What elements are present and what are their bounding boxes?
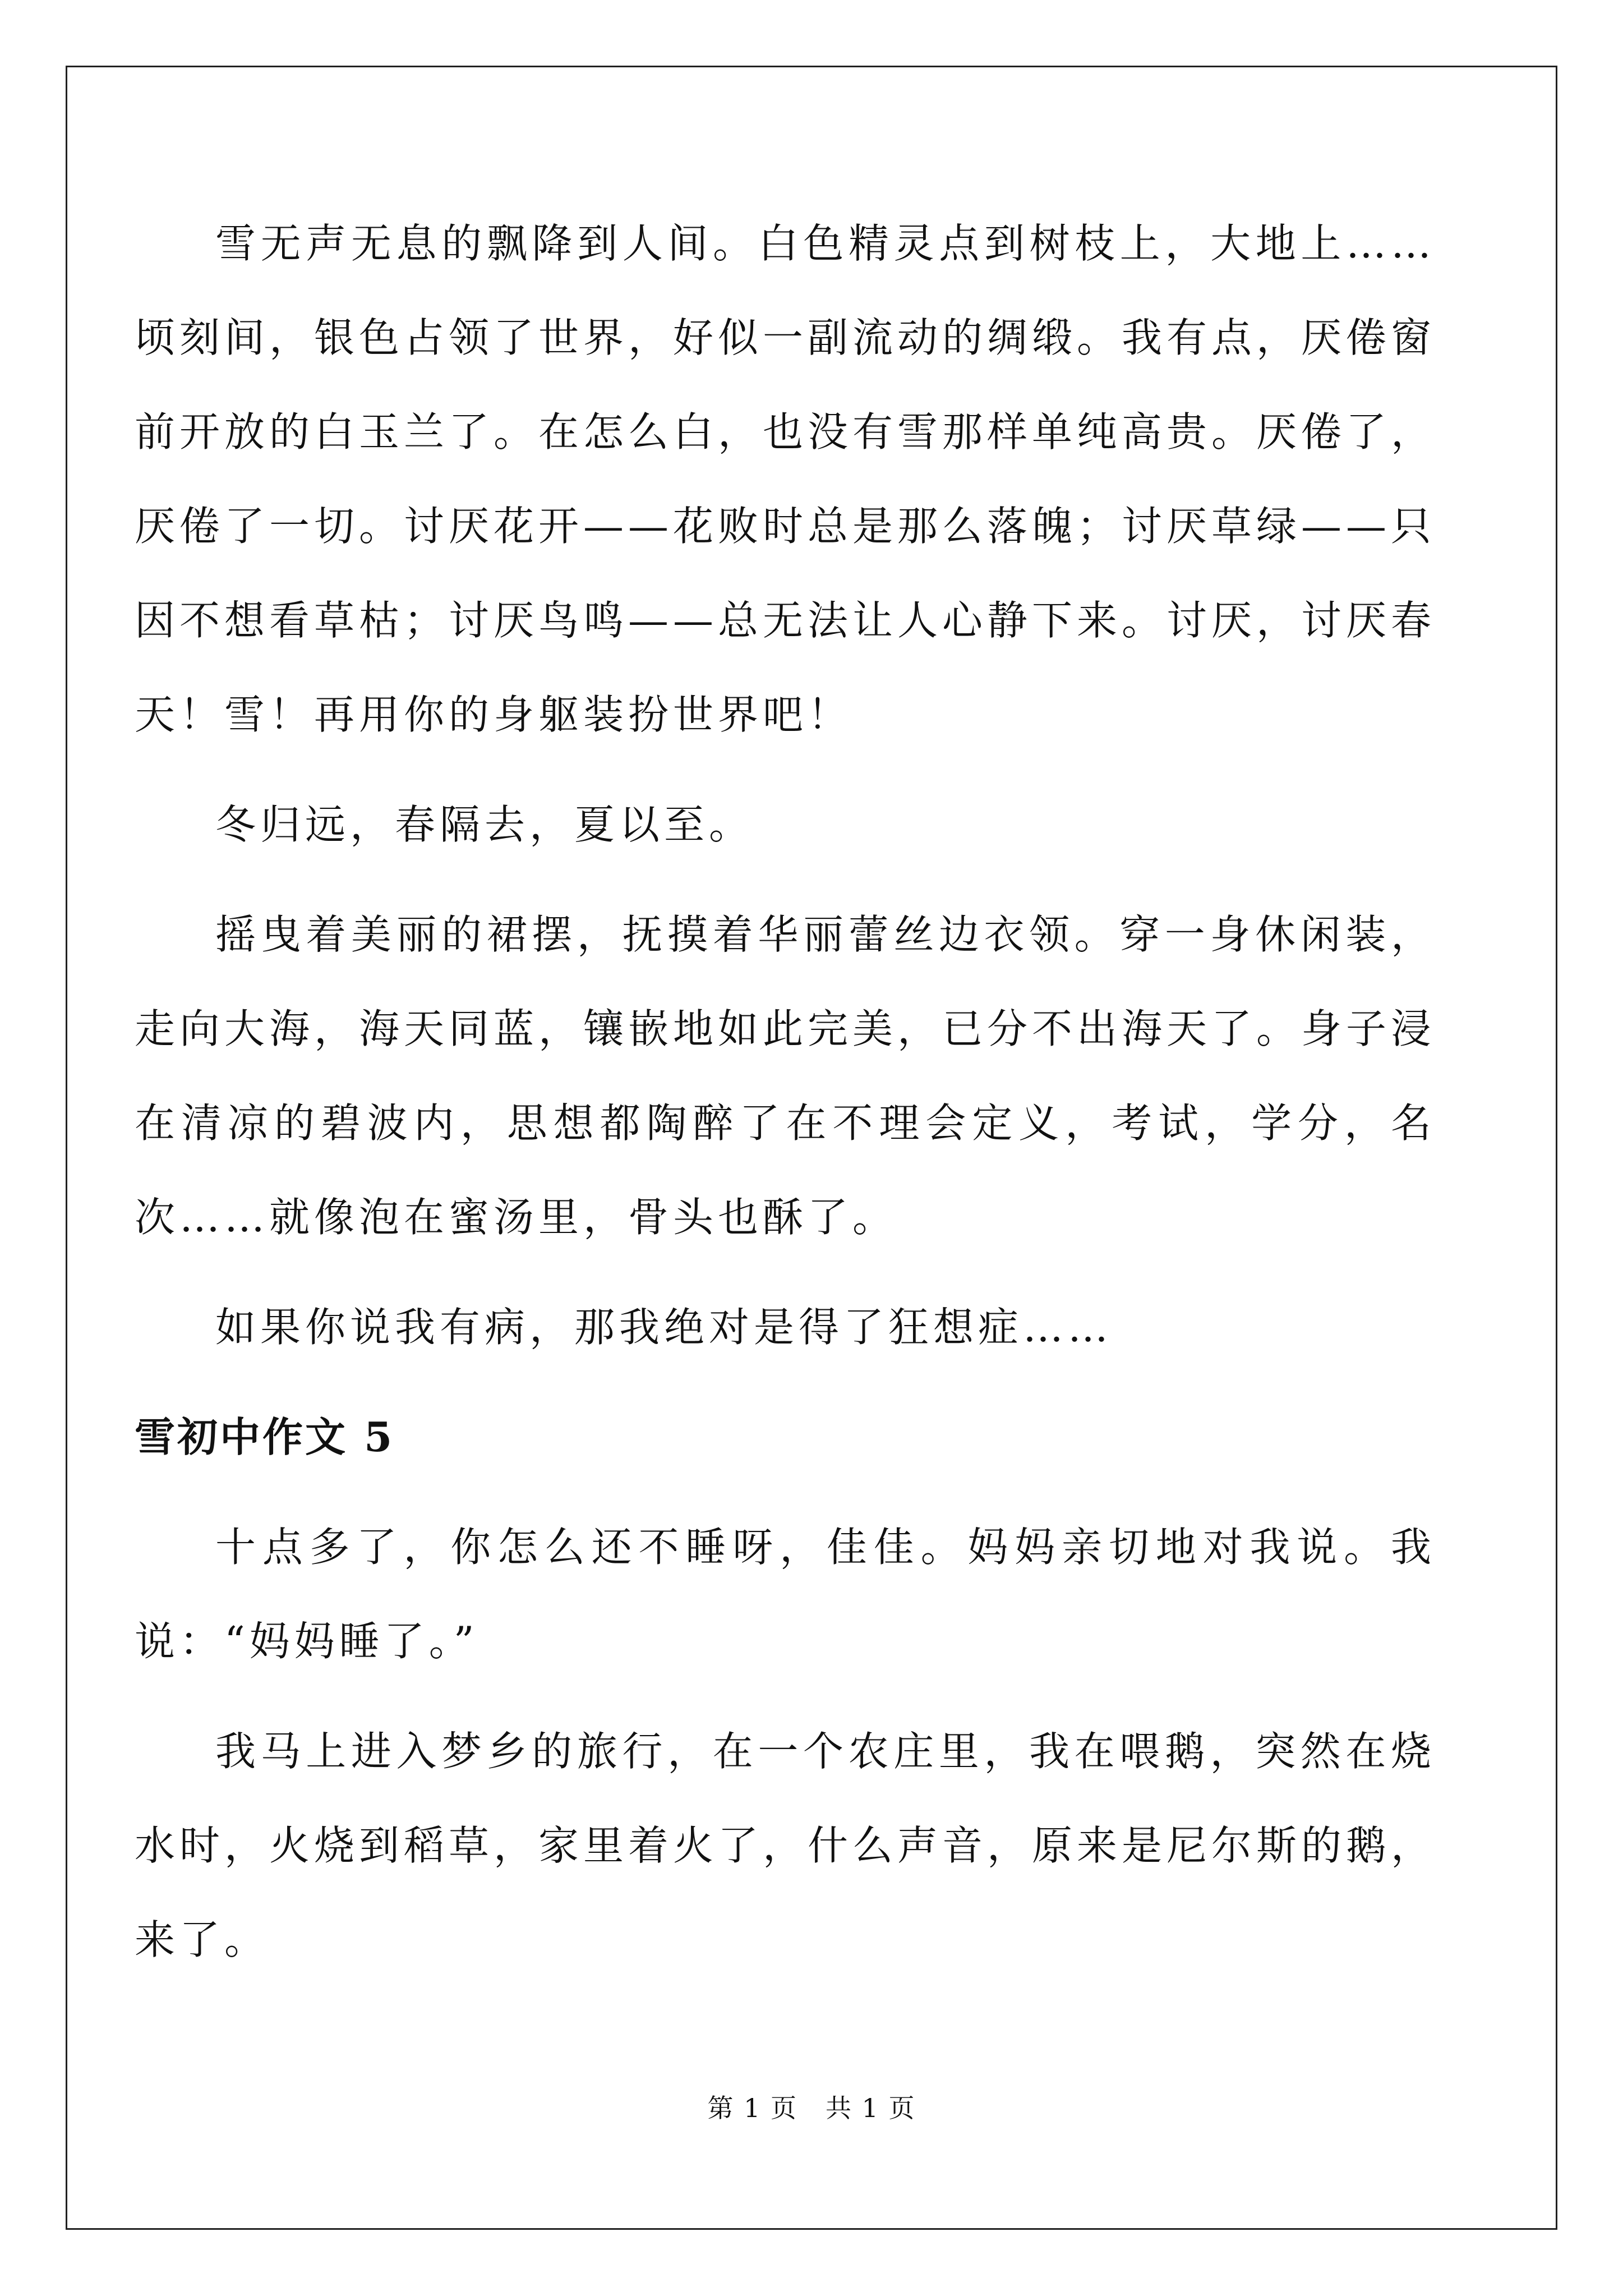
page-total: 共 1 页 [826,2093,916,2123]
paragraph-1: 雪无声无息的飘降到人间。白色精灵点到树枝上，大地上……顷刻间，银色占领了世界，好似一副流动的绸缎。我有点，厌倦窗前开放的白玉兰了。在怎么白，也没有雪那样单纯高贵。厌倦了，厌倦了一切。讨厌花开——花败时总是那么落魄；讨厌草绿——只因不想看草枯；讨厌鸟鸣——总无法让人心静下来。讨厌，讨厌春天！雪！再用你的身躯装扮世界吧！ [135,220,1436,738]
paragraph-4: 如果你说我有病，那我绝对是得了狂想症…… [215,1304,1113,1351]
paragraph-3: 摇曳着美丽的裙摆，抚摸着华丽蕾丝边衣领。穿一身休闲装，走向大海，海天同蓝，镶嵌地如此完美，已分不出海天了。身子浸在清凉的碧波内，思想都陶醉了在不理会定义，考试，学分，名次……就像泡在蜜汤里，骨头也酥了。 [135,911,1436,1241]
paragraph-5: 十点多了，你怎么还不睡呀，佳佳。妈妈亲切地对我说。我说：“妈妈睡了。” [135,1524,1436,1665]
paragraph-6: 我马上进入梦乡的旅行，在一个农庄里，我在喂鹅，突然在烧水时，火烧到稻草，家里着火了，什么声音，原来是尼尔斯的鹅，来了。 [135,1728,1436,1963]
document-body [135,196,1436,2003]
page-footer [0,2088,1623,2125]
section-heading: 雪初中作文 5 [135,1413,395,1461]
paragraph-2: 冬归远，春隔去，夏以至。 [215,801,754,848]
page-number: 第 1 页 [707,2093,797,2123]
